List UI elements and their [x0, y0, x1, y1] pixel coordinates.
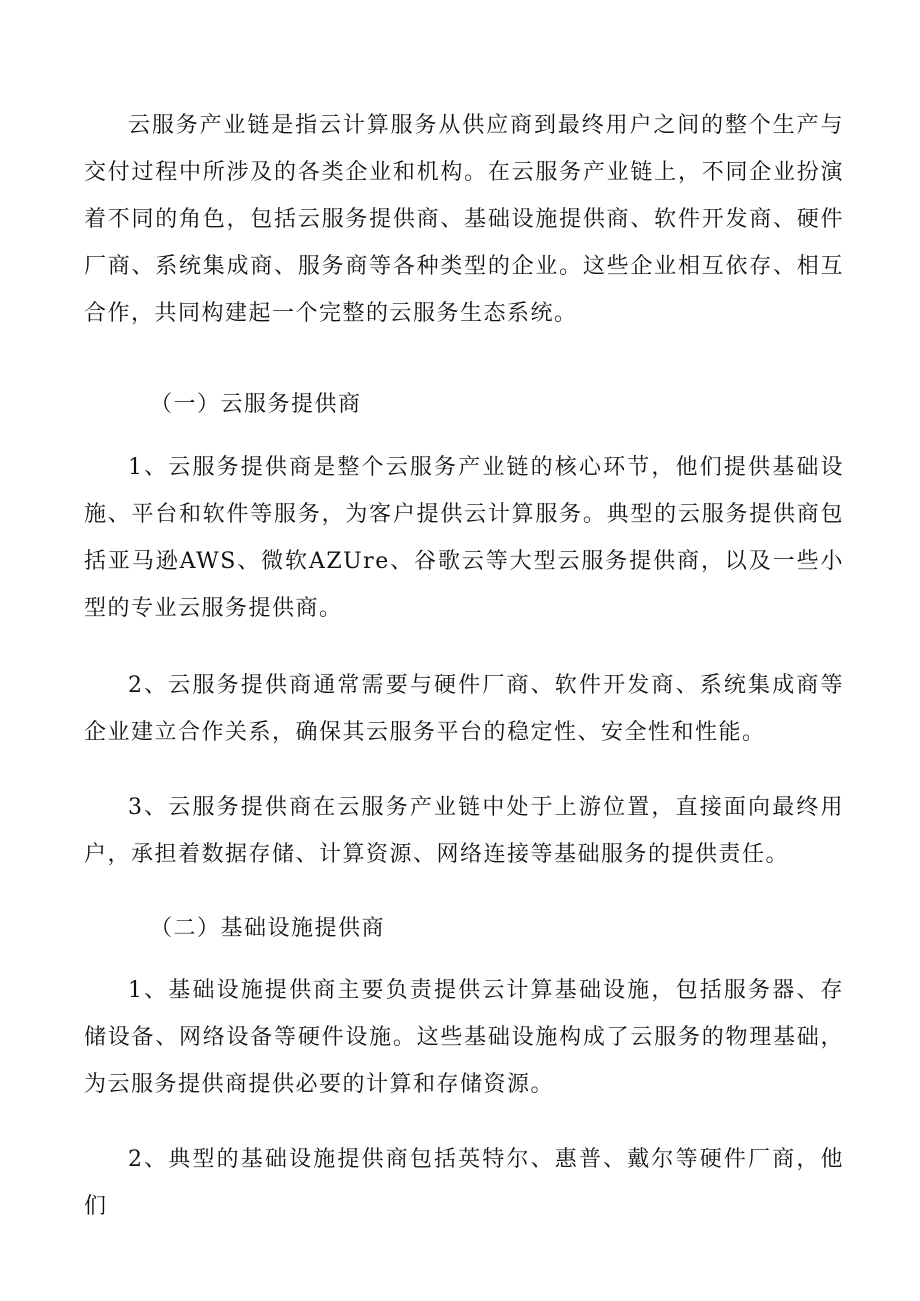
section-heading-infrastructure-provider: （二）基础设施提供商	[150, 916, 386, 941]
document-page	[84, 0, 844, 1301]
section2-paragraph-1: 1、基础设施提供商主要负责提供云计算基础设施，包括服务器、存储设备、网络设备等硬件设施。这些基础设施构成了云服务的物理基础，为云服务提供商提供必要的计算和存储资源。	[84, 978, 844, 1097]
section2-paragraph-2: 2、典型的基础设施提供商包括英特尔、惠普、戴尔等硬件厂商，他们	[84, 1147, 844, 1219]
section1-paragraph-2: 2、云服务提供商通常需要与硬件厂商、软件开发商、系统集成商等企业建立合作关系，确保其云服务平台的稳定性、安全性和性能。	[84, 673, 844, 745]
section1-paragraph-3: 3、云服务提供商在云服务产业链中处于上游位置，直接面向最终用户，承担着数据存储、计算资源、网络连接等基础服务的提供责任。	[84, 795, 844, 867]
section1-paragraph-1: 1、云服务提供商是整个云服务产业链的核心环节，他们提供基础设施、平台和软件等服务，为客户提供云计算服务。典型的云服务提供商包括亚马逊AWS、微软AZUre、谷歌云等大型云服务提供商，以及一些小型的专业云服务提供商。	[84, 455, 844, 621]
section-heading-cloud-service-provider: （一）云服务提供商	[150, 392, 362, 417]
intro-paragraph: 云服务产业链是指云计算服务从供应商到最终用户之间的整个生产与交付过程中所涉及的各类企业和机构。在云服务产业链上，不同企业扮演着不同的角色，包括云服务提供商、基础设施提供商、软件开发商、硬件厂商、系统集成商、服务商等各种类型的企业。这些企业相互依存、相互合作，共同构建起一个完整的云服务生态系统。	[84, 113, 844, 326]
